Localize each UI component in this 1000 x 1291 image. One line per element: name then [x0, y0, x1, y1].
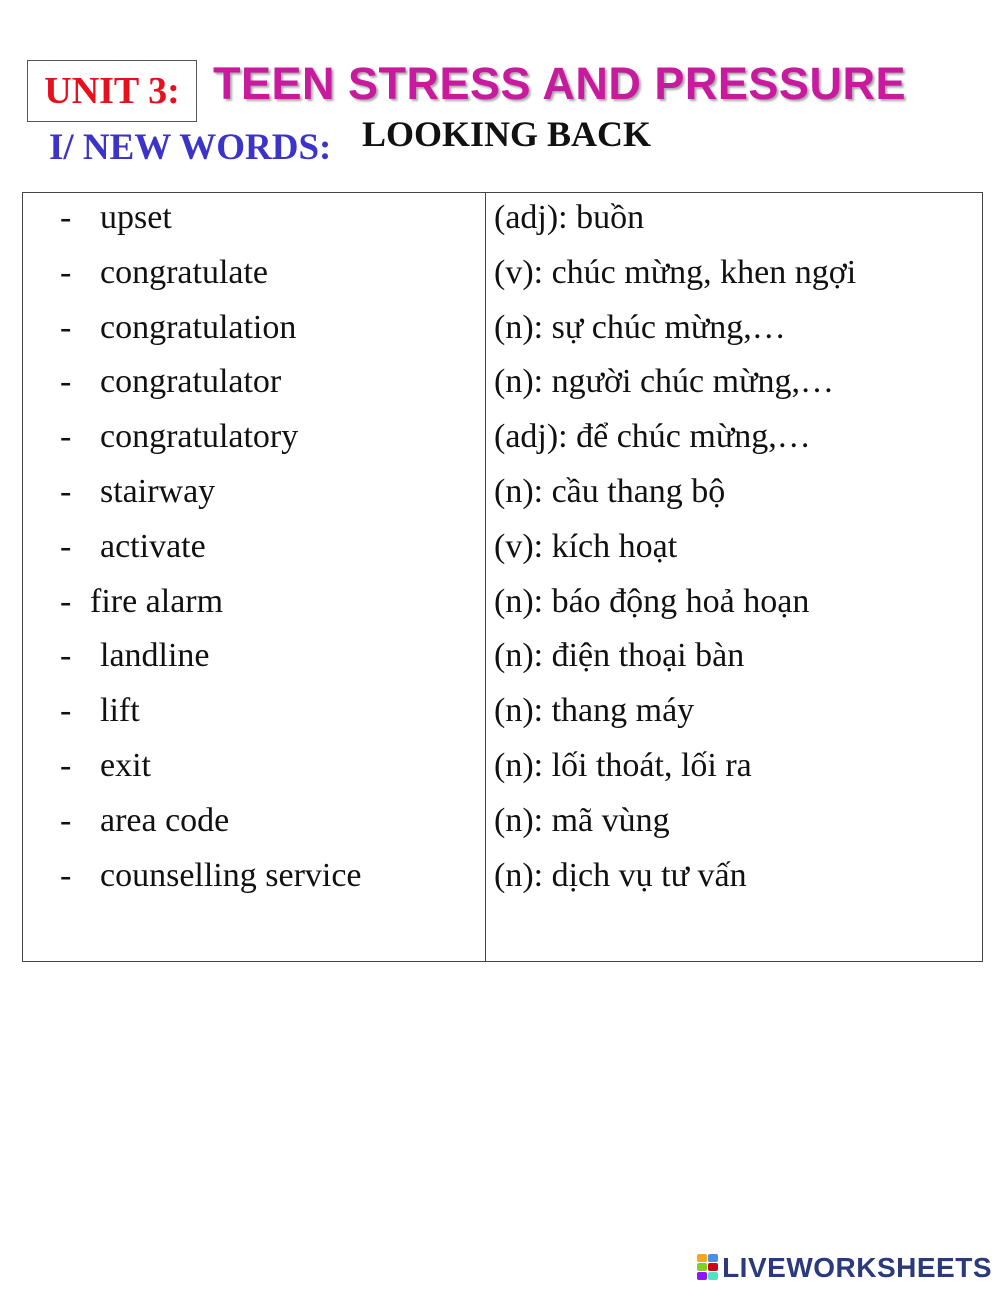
unit-label: UNIT 3: — [44, 70, 180, 112]
vocab-word: area code — [100, 801, 230, 839]
vocab-meaning: (n): thang máy — [494, 692, 695, 730]
unit-label-box — [27, 60, 197, 122]
bullet-dash: - — [60, 692, 72, 730]
section-title: I/ NEW WORDS: — [49, 127, 332, 168]
vocab-word: lift — [100, 692, 140, 730]
vocab-meaning: (n): báo động hoả hoạn — [494, 582, 810, 620]
vocab-word-row — [23, 467, 485, 522]
vocab-word: congratulatory — [100, 418, 299, 456]
bullet-dash: - — [60, 856, 72, 894]
vocab-word: activate — [100, 527, 206, 565]
bullet-dash: - — [60, 253, 72, 291]
vocab-meaning: (n): cầu thang bộ — [494, 472, 726, 510]
vocab-word-row — [23, 796, 485, 851]
vocab-meaning: (n): mã vùng — [494, 801, 670, 839]
vocab-word-row — [23, 851, 485, 906]
vocab-word-row — [23, 741, 485, 796]
vocab-word: upset — [100, 199, 172, 236]
vocab-word: congratulate — [100, 253, 269, 291]
vocab-word-row — [23, 522, 485, 577]
bullet-dash: - — [60, 746, 72, 784]
vocab-meaning: (adj): buồn — [494, 199, 645, 236]
bullet-dash: - — [60, 199, 72, 236]
bullet-dash: - — [60, 527, 72, 565]
vocab-meaning: (n): dịch vụ tư vấn — [494, 856, 747, 894]
vocab-meaning: (v): kích hoạt — [494, 527, 678, 565]
bullet-dash: - — [60, 582, 72, 620]
sub-title: LOOKING BACK — [362, 114, 652, 154]
vocab-word: landline — [100, 637, 210, 675]
vocabulary-table — [22, 192, 983, 962]
vocab-word-row — [23, 577, 485, 632]
words-column — [23, 193, 485, 905]
vocab-word: congratulation — [100, 308, 297, 346]
vocab-word-row — [23, 193, 485, 248]
vocab-word-row — [23, 631, 485, 686]
bullet-dash: - — [60, 637, 72, 675]
column-divider — [485, 193, 486, 961]
vocab-word: exit — [100, 746, 151, 784]
vocab-meaning: (v): chúc mừng, khen ngợi — [494, 253, 857, 291]
vocab-word-row — [23, 357, 485, 412]
vocab-word-row — [23, 303, 485, 358]
vocab-word: fire alarm — [90, 582, 224, 620]
vocab-word: congratulator — [100, 363, 282, 401]
page-title: TEEN STRESS AND PRESSURE — [213, 58, 906, 109]
vocab-word-row — [23, 412, 485, 467]
liveworksheets-logo-icon — [697, 1254, 719, 1282]
vocab-meaning: (n): lối thoát, lối ra — [494, 746, 752, 784]
bullet-dash: - — [60, 801, 72, 839]
vocab-meaning: (n): sự chúc mừng,… — [494, 308, 786, 346]
logo-text: LIVEWORKSHEETS — [722, 1252, 992, 1283]
vocab-meaning: (n): người chúc mừng,… — [494, 363, 834, 401]
vocab-word-row — [23, 686, 485, 741]
meanings-column — [494, 193, 974, 905]
bullet-dash: - — [60, 308, 72, 346]
bullet-dash: - — [60, 418, 72, 456]
bullet-dash: - — [60, 363, 72, 401]
liveworksheets-logo — [697, 1252, 992, 1284]
vocab-meaning: (n): điện thoại bàn — [494, 637, 745, 675]
vocab-word: stairway — [100, 472, 216, 510]
vocab-word-row — [23, 248, 485, 303]
vocab-word: counselling service — [100, 856, 362, 894]
vocab-meaning: (adj): để chúc mừng,… — [494, 418, 811, 456]
bullet-dash: - — [60, 472, 72, 510]
